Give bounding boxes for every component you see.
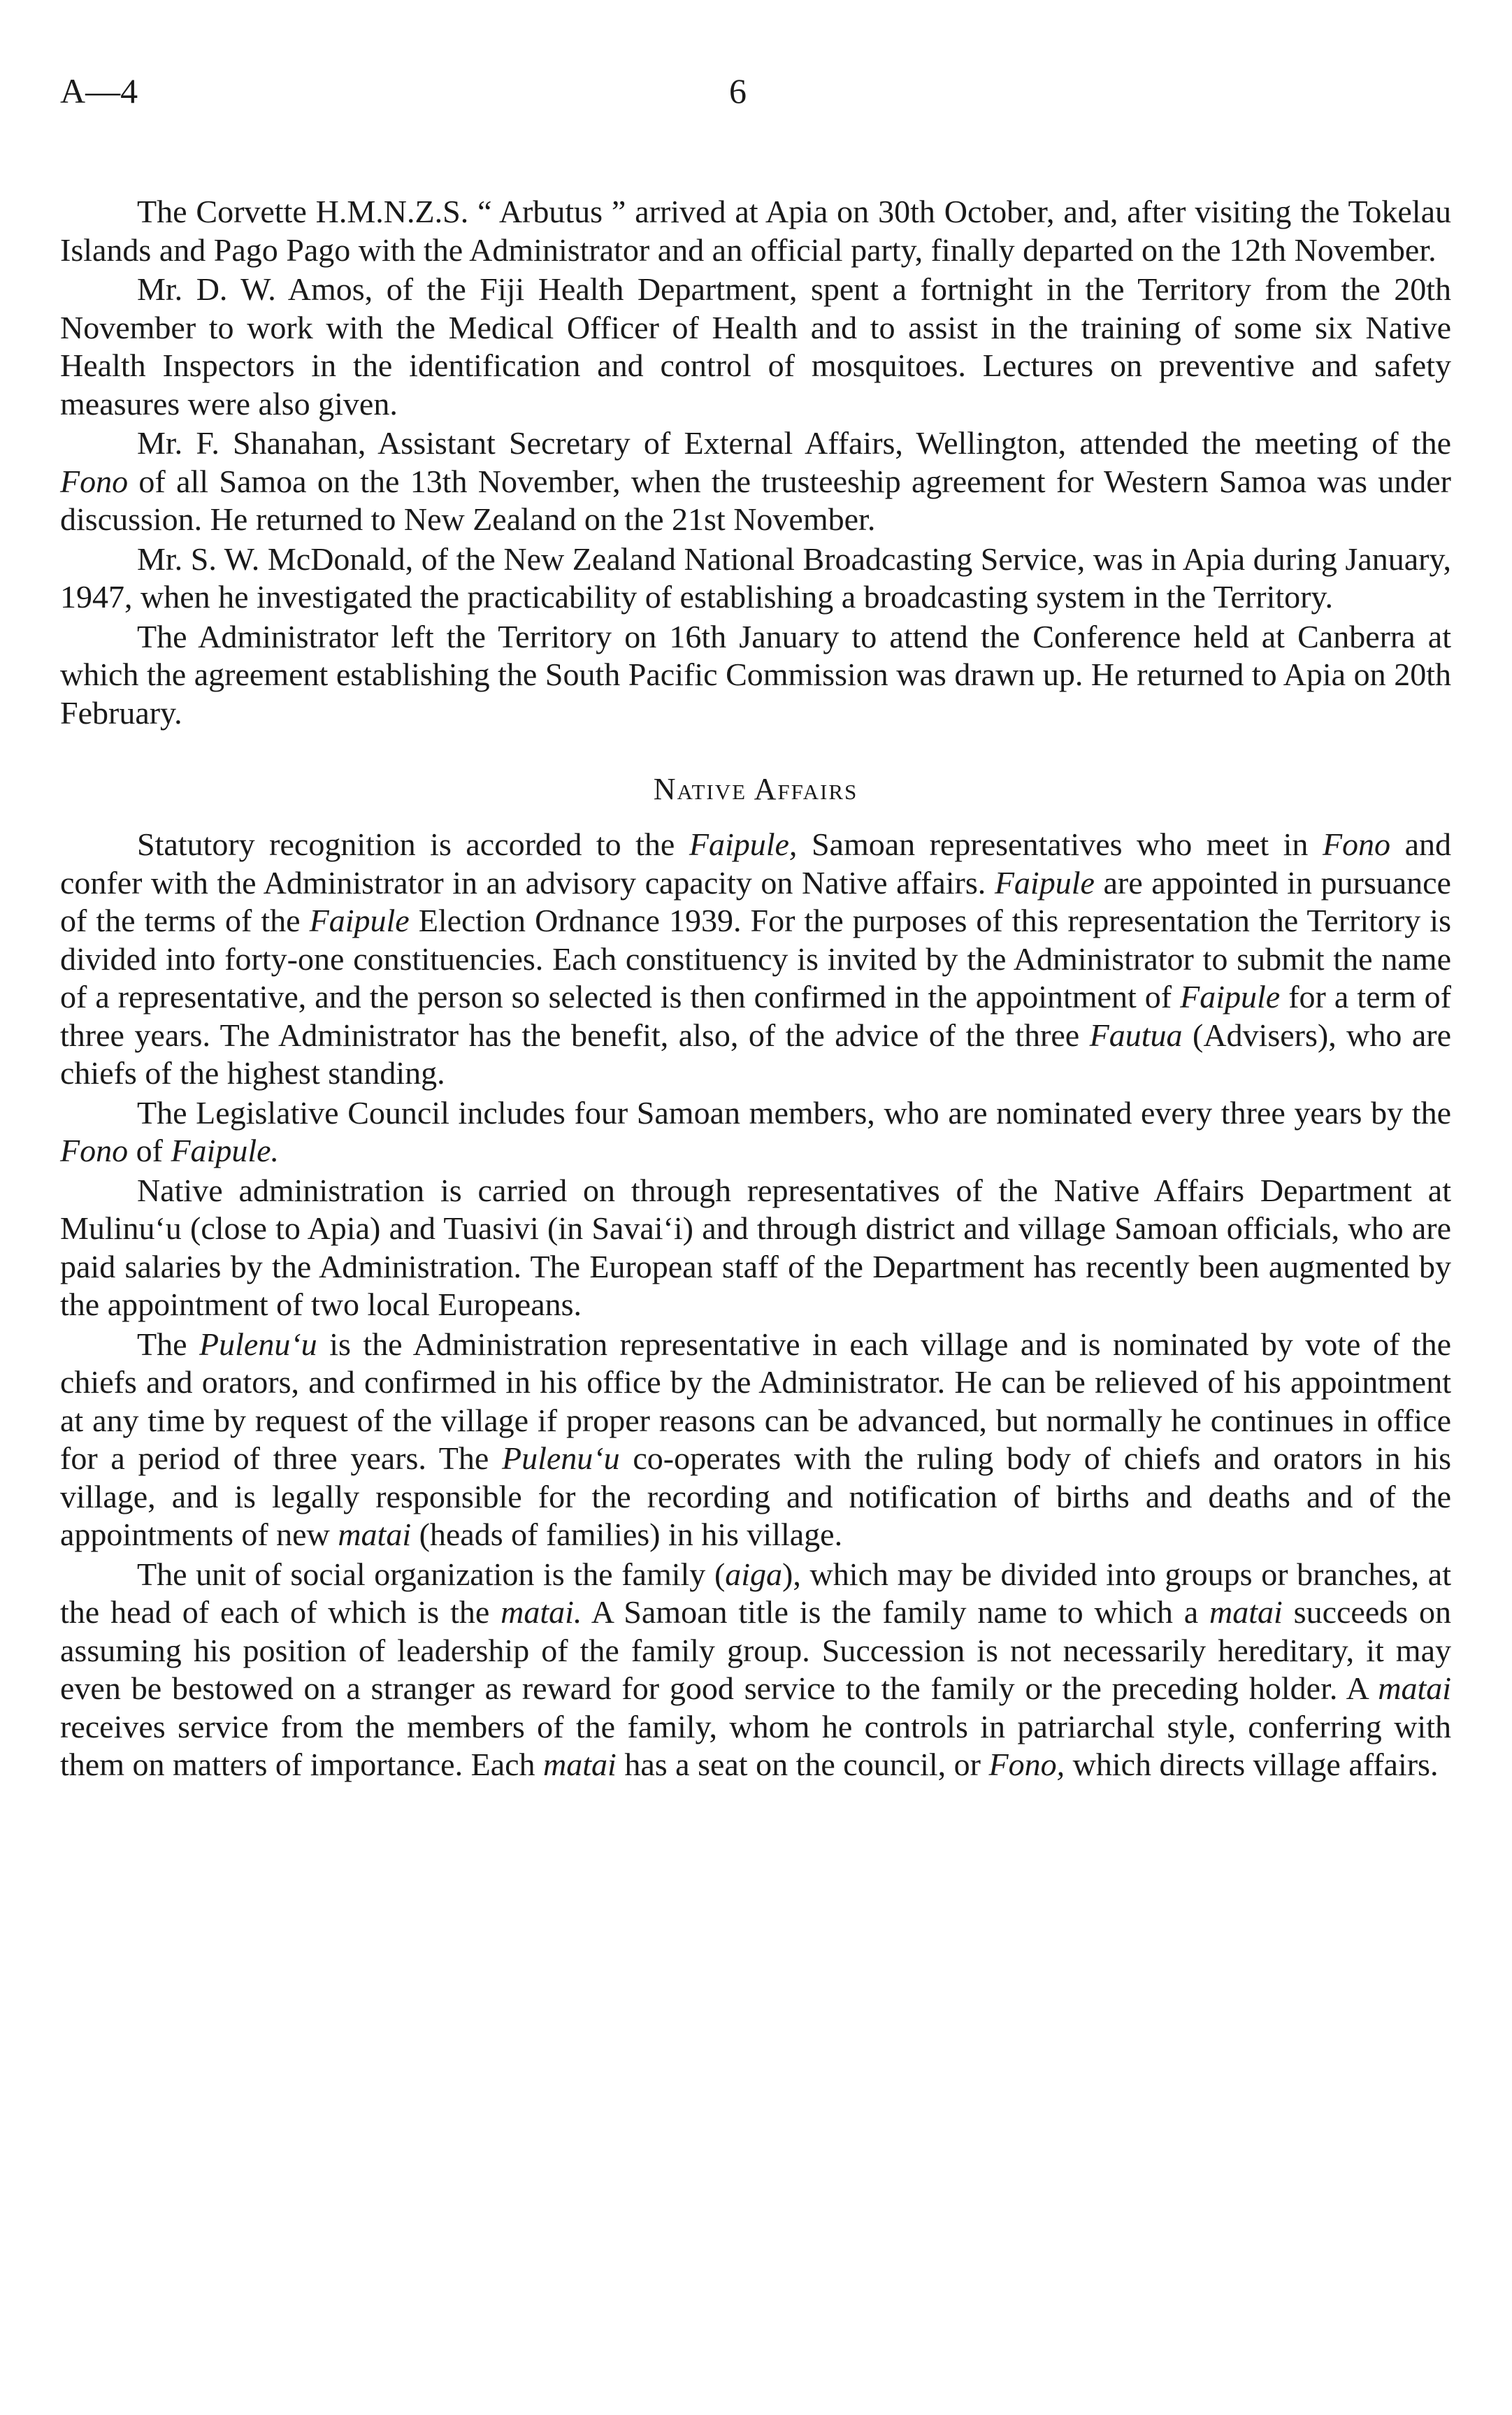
text-run: is the Administration representative in each village and is nominated by vote of the chiefs and orators, and confirmed in his office by the Administrator. He can be relieved of his appointment at any time by request of the village if proper reasons can be advanced, but normally he continues in office for a period of three years. The bbox=[60, 1326, 1451, 1476]
italic-term: Fono bbox=[1322, 826, 1391, 862]
paragraph bbox=[60, 618, 1451, 733]
body-text bbox=[60, 193, 1451, 1784]
text-run: The bbox=[137, 1326, 200, 1362]
italic-term: Faipule bbox=[994, 864, 1095, 901]
text-run: of all Samoa on the 13th November, when the trusteeship agreement for Western Samoa was under discussion. He returned to New Zealand on the 21st November. bbox=[60, 463, 1451, 537]
text-run: succeeds on assuming his position of leadership of the family group. Succession is not necessarily hereditary, it may even be bestowed on a stranger as reward for good service to the family or the preceding holder. A bbox=[60, 1594, 1451, 1706]
italic-term: aiga bbox=[725, 1556, 783, 1592]
text-run: The Corvette H.M.N.Z.S. “ Arbutus ” arrived at Apia on 30th October, and, after visiting the Tokelau Islands and Pago Pago with the Administrator and an official party, finally departed on the 12th November. bbox=[60, 194, 1451, 268]
text-run: The unit of social organization is the family ( bbox=[137, 1556, 726, 1592]
italic-term: Faipule bbox=[309, 903, 410, 938]
italic-term: matai bbox=[543, 1747, 617, 1782]
text-run: receives service from the members of the family, whom he controls in patriarchal style, conferring with them on matters of importance. Each bbox=[60, 1708, 1451, 1782]
text-run: ), which may be divided into groups or branches, at the head of each of which is the bbox=[60, 1556, 1452, 1630]
paragraph bbox=[60, 1326, 1451, 1554]
text-run: The Legislative Council includes four Samoan members, who are nominated every three years by the bbox=[137, 1094, 1451, 1131]
text-run: which directs village affairs. bbox=[1065, 1747, 1439, 1782]
text-run: Election Ordnance 1939. For the purposes of this representation the Territory is divided into forty-one constituencies. Each constituency is invited by the Administrator to submit the name of a representative, and the person so selected is then confirmed in the appointment of bbox=[60, 903, 1451, 1015]
italic-term: matai bbox=[1209, 1594, 1283, 1630]
report-reference: A—4 bbox=[60, 71, 138, 110]
text-run: Statutory recognition is accorded to the bbox=[137, 826, 689, 862]
section-heading: Native Affairs bbox=[653, 772, 858, 806]
paragraph bbox=[60, 424, 1451, 539]
text-run: The Administrator left the Territory on 16th January to attend the Conference held at Canberra at which the agreement establishing the South Pacific Commission was drawn up. He returned to Apia on 20th February. bbox=[60, 618, 1451, 731]
italic-term: Fono bbox=[60, 1133, 129, 1168]
italic-term: matai bbox=[338, 1517, 412, 1552]
text-run: are appointed in pursuance of the terms of the bbox=[60, 864, 1451, 938]
italic-term: matai bbox=[1378, 1670, 1451, 1706]
text-run: and confer with the Administrator in an advisory capacity on Native affairs. bbox=[60, 826, 1451, 901]
text-run: (heads of families) in his village. bbox=[411, 1517, 843, 1552]
text-run: A Samoan title is the family name to which a bbox=[582, 1594, 1210, 1630]
paragraph bbox=[60, 826, 1451, 1093]
paragraph bbox=[60, 271, 1451, 423]
text-run: Native administration is carried on through representatives of the Native Affairs Department at Mulinu‘u (close to Apia) and Tuasivi (in Savai‘i) and through district and village Samoan officials, who are paid salaries by the Administration. The European staff of the Department has recently been augmented by the appointment of two local Europeans. bbox=[60, 1172, 1451, 1322]
paragraph bbox=[60, 193, 1451, 269]
paragraph bbox=[60, 1094, 1451, 1170]
text-run: Mr. F. Shanahan, Assistant Secretary of External Affairs, Wellington, attended the meeting of the bbox=[137, 425, 1451, 461]
text-run: Mr. D. W. Amos, of the Fiji Health Department, spent a fortnight in the Territory from the 20th November to work with the Medical Officer of Health and to assist in the training of some six Native Health Inspectors in the identification and control of mosquitoes. Lectures on preventive and safety measures were also given. bbox=[60, 271, 1451, 422]
italic-term: Fono bbox=[60, 463, 129, 499]
text-run: Mr. S. W. McDonald, of the New Zealand National Broadcasting Service, was in Apia during January, 1947, when he investigated the practicability of establishing a broadcasting system in the Territory. bbox=[60, 540, 1451, 615]
text-run: Samoan representatives who meet in bbox=[797, 826, 1323, 862]
italic-term: matai. bbox=[501, 1594, 582, 1630]
italic-term: Faipule. bbox=[171, 1133, 280, 1168]
italic-term: Fono, bbox=[988, 1747, 1065, 1782]
text-run: (Advisers), who are chiefs of the highest standing. bbox=[60, 1017, 1452, 1091]
page-header bbox=[60, 70, 1451, 126]
text-run: has a seat on the council, or bbox=[616, 1747, 989, 1782]
document-page bbox=[60, 70, 1451, 1786]
italic-term: Faipule, bbox=[689, 826, 798, 862]
text-run: co-operates with the ruling body of chiefs and orators in his village, and is legally responsible for the recording and notification of births and deaths and of the appointments of new bbox=[60, 1440, 1451, 1552]
italic-term: Faipule bbox=[1180, 979, 1281, 1015]
italic-term: Pulenu‘u bbox=[502, 1440, 620, 1476]
paragraph bbox=[60, 540, 1451, 617]
paragraph bbox=[60, 1556, 1451, 1784]
italic-term: Pulenu‘u bbox=[199, 1326, 317, 1362]
page-number: 6 bbox=[729, 71, 747, 110]
paragraph bbox=[60, 1172, 1451, 1324]
text-run: of bbox=[128, 1133, 171, 1168]
text-run: for a term of three years. The Administrator has the benefit, also, of the advice of the three bbox=[60, 979, 1451, 1053]
italic-term: Fautua bbox=[1089, 1017, 1183, 1053]
